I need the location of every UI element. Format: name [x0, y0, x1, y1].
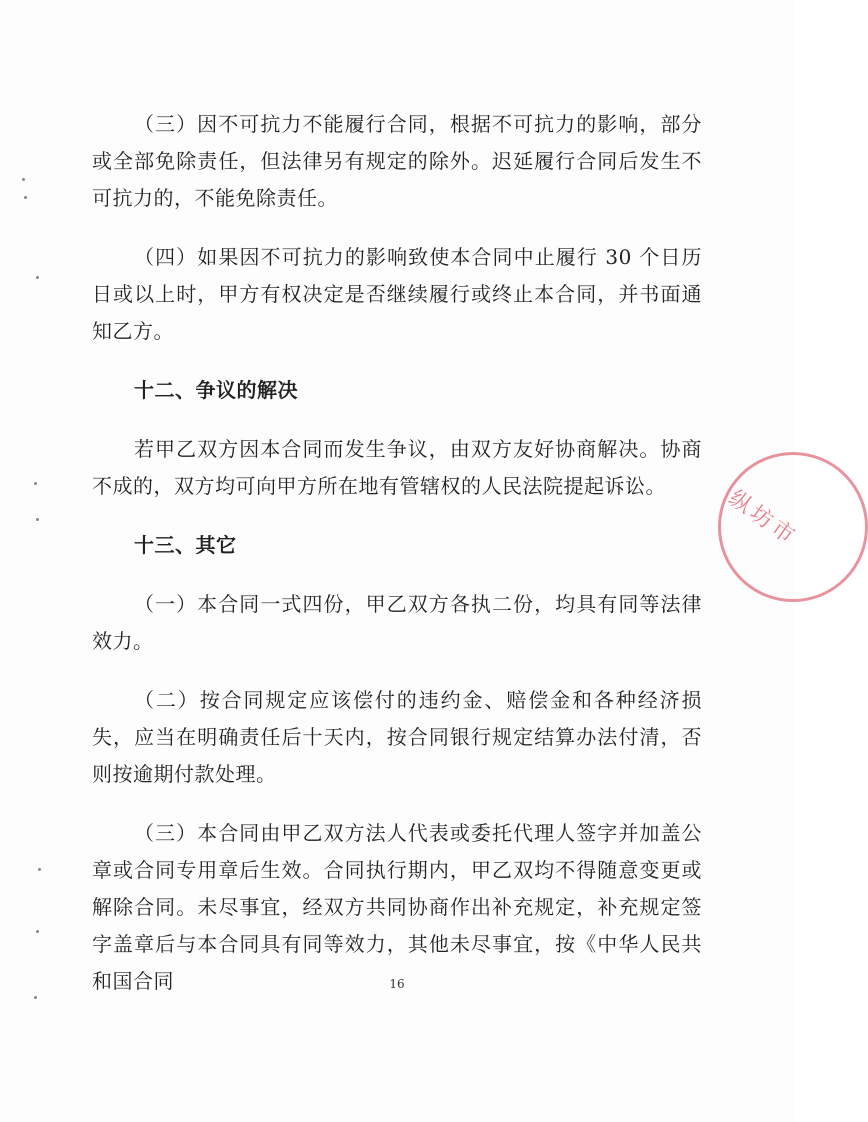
scan-speck	[34, 996, 37, 999]
section-heading-other: 十三、其它	[134, 533, 237, 557]
clause-1-copies: （一）本合同一式四份，甲乙双方各执二份，均具有同等法律效力。	[92, 592, 702, 653]
clause-3-force-majeure: （三）因不可抗力不能履行合同，根据不可抗力的影响，部分或全部免除责任，但法律另有规定的除外。迟延履行合同后发生不可抗力的，不能免除责任。	[92, 112, 702, 210]
scan-speck	[36, 518, 39, 521]
clause-2-payment: （二）按合同规定应该偿付的违约金、赔偿金和各种经济损失，应当在明确责任后十天内，按合同银行规定结算办法付清，否则按逾期付款处理。	[92, 688, 702, 786]
scan-speck	[36, 276, 39, 279]
scan-speck	[36, 930, 39, 933]
red-seal-text: 纵坊市	[723, 486, 802, 552]
scan-speck	[22, 178, 25, 181]
page-number: 16	[389, 977, 405, 991]
scan-speck	[24, 196, 27, 199]
scan-speck	[34, 482, 37, 485]
clause-3-effectiveness: （三）本合同由甲乙双方法人代表或委托代理人签字并加盖公章或合同专用章后生效。合同执行期内，甲乙双均不得随意变更或解除合同。未尽事宜，经双方共同协商作出补充规定，补充规定签字盖章后与本合同具有同等效力，其他未尽事宜，按《中华人民共和国合同	[92, 821, 702, 993]
scan-speck	[38, 868, 41, 871]
clause-dispute-resolution: 若甲乙双方因本合同而发生争议，由双方友好协商解决。协商不成的，双方均可向甲方所在地有管辖权的人民法院提起诉讼。	[92, 437, 702, 498]
document-body	[92, 106, 702, 1022]
section-heading-dispute: 十二、争议的解决	[134, 378, 298, 402]
clause-4-force-majeure: （四）如果因不可抗力的影响致使本合同中止履行 30 个日历日或以上时，甲方有权决定是否继续履行或终止本合同，并书面通知乙方。	[92, 245, 702, 343]
